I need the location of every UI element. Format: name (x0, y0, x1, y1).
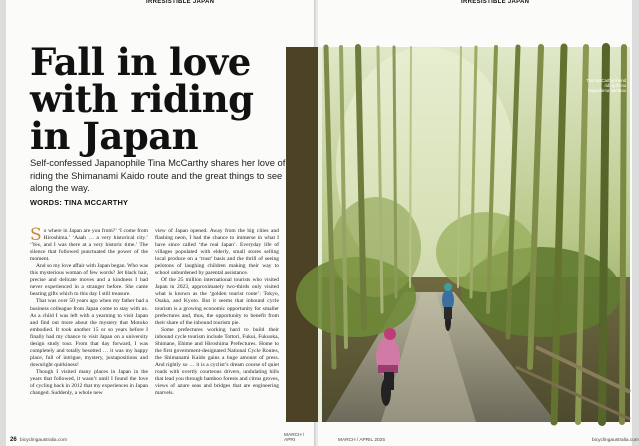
body-paragraph: Though I visited many places in Japan in the years that followed, it wasn’t until I found the love of cycling back in 2012 that my experiences in Japan changed. Suddenly, a whole new (30, 368, 148, 397)
photo-illustration (286, 47, 630, 422)
body-paragraph: view of Japan opened. Away from the big cities and flashing neon, I had the chance to immerse in what I have since called ‘the real Japan’. Everyday life of villages populated with elderly, small stores selling local produce on a ‘trust’ basis and the thrill of seeing pelotons of laughing children making their way to school unburdened by parental assistance. (155, 228, 279, 277)
folio-left-issue: MARCH / APRI (284, 433, 305, 443)
folio-left (10, 437, 67, 443)
body-column-2 (155, 228, 279, 397)
body-paragraph: And so my love affair with Japan began. Who was this mysterious woman of few words? Jet black hair, precise and delicate moves and a kindness I had never experienced in a stranger before. She came bearing gifts which to this day I still treasure. (30, 263, 148, 298)
standfirst: Self-confessed Japanophile Tina McCarthy shares her love of riding the Shimanami Kaido route and the great things to see along the way. (30, 157, 286, 193)
folio-right-issue: MARCH / APRIL 2025 (338, 438, 386, 443)
left-page (6, 0, 316, 446)
photo-caption: Tina McCarthy friend riding throu Sagashima bamboo (586, 78, 626, 93)
bamboo-forest-photo (286, 47, 630, 422)
byline: WORDS: TINA MCCARTHY (30, 198, 129, 207)
headline: Fall in love with riding in Japan (30, 40, 254, 158)
body-paragraph: Of the 25 million international tourists who visited Japan in 2023, approximately two-thirds only visited what is known as the ‘golden tourist route’: Tokyo, Osaka, and Kyoto. But it seems that inbound cycle tourism is a growing economic opportunity for smaller prefectures and, thus, the opportunity to benefit from their share of the inbound tourism pie. (155, 277, 279, 326)
body-paragraph: So where in Japan are you from?’ ‘I come from Hiroshima.’ ‘Aaah … a very historical city.’ ‘Yes, and I was there at a very historic time.’ The silence that followed punctuated the power of the moment. (30, 225, 148, 263)
running-head-left: IRRESISTIBLE JAPAN (146, 0, 215, 5)
drop-cap: S (30, 225, 42, 245)
body-paragraph: That was over 50 years ago when my father had a business colleague from Japan come to stay with us. As a child I was left with a yearning to visit Japan and find out more about the mystery that Motoko embodied. It took another 15 or so years before I finally had my chance to visit Japan on a university design study tour. From that day forward, I was completely and totally besotted … it was my happy place, full of intrigue, mystery, juxtapositions and downright quirkiness! (30, 298, 148, 368)
folio-site: bicyclingaustralia.com (20, 438, 67, 443)
folio-right-site: bicyclingaustralia.com (592, 438, 639, 443)
page-number: 26 (10, 437, 17, 443)
running-head-right: IRRESISTIBLE JAPAN (461, 0, 530, 5)
body-paragraph: Some prefectures working hard to build their inbound cycle tourism include Tottori, Fukui, Fukuoka, Shimane, Ehime and Hiroshima Prefectures. Home to the first government-designated National Cycle Routes, the Shimanami Kaido gains a huge amount of press. And rightly so … it is a cyclist’s dream course of quiet roads with overtly courteous drivers, undulating hills that lead you through bamboo forests and citrus groves, views of azure seas and bridges that are engineering marvels. (155, 326, 279, 397)
body-column-1 (30, 225, 148, 397)
